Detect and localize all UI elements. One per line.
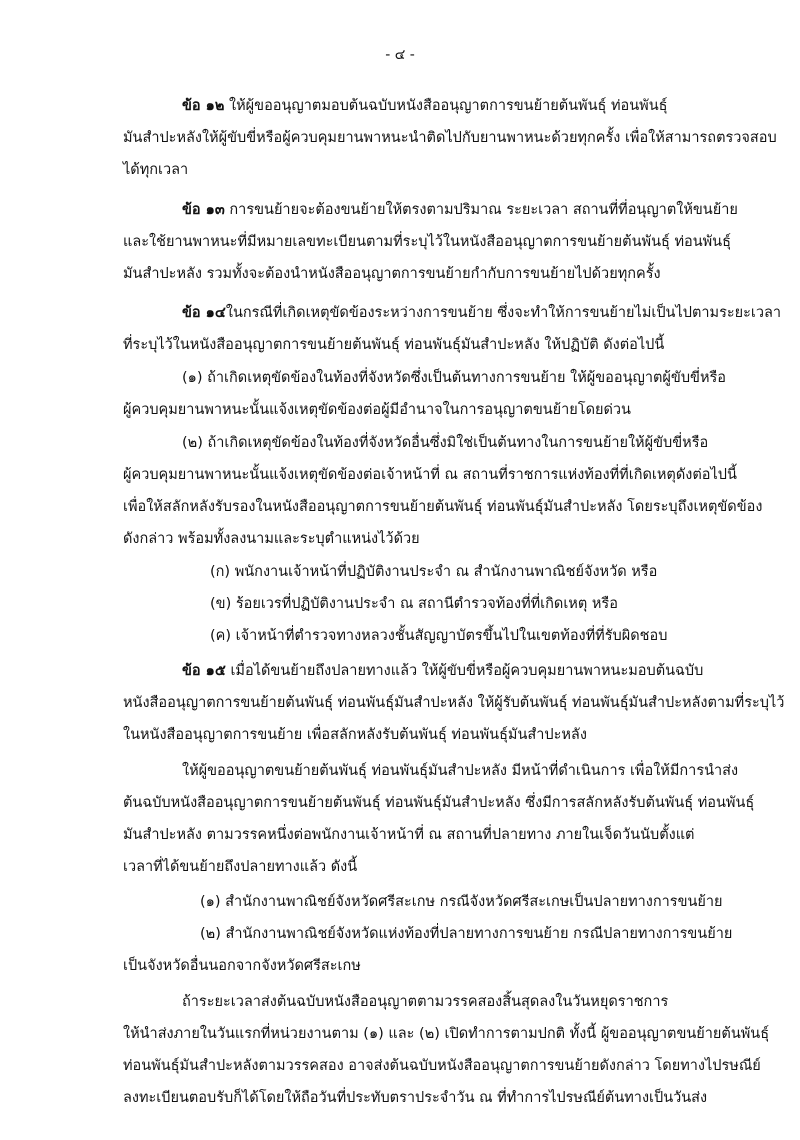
page-number: - ๔ - — [385, 47, 415, 63]
clause-13-line-1: ข้อ ๑๓ การขนย้ายจะต้องขนย้ายให้ตรงตามปริมาณ ระยะเวลา สถานที่ที่อนุญาตให้ขนย้าย — [182, 202, 738, 218]
clause-14-item-2-cont-1: ผู้ควบคุมยานพาหนะนั้นแจ้งเหตุขัดข้องต่อเจ้าหน้าที่ ณ สถานที่ราชการแห่งท้องที่ที่เกิดเหตุดังต่อไปนี้ — [123, 467, 737, 483]
clause-14-line-1: ข้อ ๑๔ในกรณีที่เกิดเหตุขัดข้องระหว่างการขนย้าย ซึ่งจะทำให้การขนย้ายไม่เป็นไปตามระยะเวลา — [182, 305, 782, 321]
clause-14-sub-b: (ข) ร้อยเวรที่ปฏิบัติงานประจำ ณ สถานีตำรวจท้องที่ที่เกิดเหตุ หรือ — [210, 596, 618, 612]
clause-15-item-2: (๒) สำนักงานพาณิชย์จังหวัดแห่งท้องที่ปลายทางการขนย้าย กรณีปลายทางการขนย้าย — [200, 926, 733, 942]
clause-15-label: ข้อ ๑๕ — [182, 663, 226, 679]
clause-15-para-2-line-2: ต้นฉบับหนังสืออนุญาตการขนย้ายต้นพันธุ์ ท่อนพันธุ์มันสำปะหลัง ซึ่งมีการสลักหลังรับต้นพันธุ์ ท่อนพันธุ์ — [123, 795, 755, 811]
clause-15-para-2-line-4: เวลาที่ได้ขนย้ายถึงปลายทางแล้ว ดังนี้ — [123, 859, 358, 875]
clause-14-item-2-cont-3: ดังกล่าว พร้อมทั้งลงนามและระบุตำแหน่งไว้ด้วย — [123, 531, 420, 547]
clause-12-line-3: ได้ทุกเวลา — [123, 162, 189, 178]
clause-12-line-2: มันสำปะหลังให้ผู้ขับขี่หรือผู้ควบคุมยานพาหนะนำติดไปกับยานพาหนะด้วยทุกครั้ง เพื่อให้สามารถตรวจสอบ — [123, 130, 777, 146]
clause-12-label: ข้อ ๑๒ — [182, 98, 225, 114]
clause-15-para-3-line-4: ลงทะเบียนตอบรับก็ได้โดยให้ถือวันที่ประทับตราประจำวัน ณ ที่ทำการไปรษณีย์ต้นทางเป็นวันส่ง — [123, 1090, 708, 1106]
clause-15-item-1: (๑) สำนักงานพาณิชย์จังหวัดศรีสะเกษ กรณีจังหวัดศรีสะเกษเป็นปลายทางการขนย้าย — [200, 894, 723, 910]
clause-14-label: ข้อ ๑๔ — [182, 305, 226, 321]
clause-14-sub-c: (ค) เจ้าหน้าที่ตำรวจทางหลวงชั้นสัญญาบัตรขึ้นไปในเขตท้องที่ที่รับผิดชอบ — [210, 628, 668, 644]
clause-13-line-3: มันสำปะหลัง รวมทั้งจะต้องนำหนังสืออนุญาตการขนย้ายกำกับการขนย้ายไปด้วยทุกครั้ง — [123, 266, 661, 282]
clause-12-line-1: ข้อ ๑๒ ให้ผู้ขออนุญาตมอบต้นฉบับหนังสืออนุญาตการขนย้ายต้นพันธุ์ ท่อนพันธุ์ — [182, 98, 668, 114]
clause-14-sub-a: (ก) พนักงานเจ้าหน้าที่ปฏิบัติงานประจำ ณ สำนักงานพาณิชย์จังหวัด หรือ — [210, 564, 658, 580]
clause-14-item-2: (๒) ถ้าเกิดเหตุขัดข้องในท้องที่จังหวัดอื่นซึ่งมิใช่เป็นต้นทางในการขนย้ายให้ผู้ขับขี่หรือ — [182, 435, 709, 451]
clause-13-line-2: และใช้ยานพาหนะที่มีหมายเลขทะเบียนตามที่ระบุไว้ในหนังสืออนุญาตการขนย้ายต้นพันธุ์ ท่อนพันธุ์ — [123, 234, 731, 250]
clause-15-line-2: หนังสืออนุญาตการขนย้ายต้นพันธุ์ ท่อนพันธุ์มันสำปะหลัง ให้ผู้รับต้นพันธุ์ ท่อนพันธุ์มันสำปะหลังตามที่ระบุไว้ — [123, 695, 785, 711]
clause-15-para-3-line-1: ถ้าระยะเวลาส่งต้นฉบับหนังสืออนุญาตตามวรรคสองสิ้นสุดลงในวันหยุดราชการ — [182, 994, 669, 1010]
clause-14-item-2-cont-2: เพื่อให้สลักหลังรับรองในหนังสืออนุญาตการขนย้ายต้นพันธุ์ ท่อนพันธุ์มันสำปะหลัง โดยระบุถึงเหตุขัดข้อง — [123, 499, 763, 515]
clause-15-para-2-line-1: ให้ผู้ขออนุญาตขนย้ายต้นพันธุ์ ท่อนพันธุ์มันสำปะหลัง มีหน้าที่ดำเนินการ เพื่อให้มีการนำส่ง — [182, 763, 739, 779]
clause-14-item-1: (๑) ถ้าเกิดเหตุขัดข้องในท้องที่จังหวัดซึ่งเป็นต้นทางการขนย้าย ให้ผู้ขออนุญาตผู้ขับขี่หรือ — [182, 370, 726, 386]
clause-15-para-3-line-3: ท่อนพันธุ์มันสำปะหลังตามวรรคสอง อาจส่งต้นฉบับหนังสืออนุญาตการขนย้ายดังกล่าว โดยทางไปรษณีย์ — [123, 1058, 761, 1074]
clause-14-line-2: ที่ระบุไว้ในหนังสืออนุญาตการขนย้ายต้นพันธุ์ ท่อนพันธุ์มันสำปะหลัง ให้ปฏิบัติ ดังต่อไปนี้ — [123, 337, 665, 353]
clause-15-item-2-cont: เป็นจังหวัดอื่นนอกจากจังหวัดศรีสะเกษ — [123, 958, 361, 974]
clause-15-line-1: ข้อ ๑๕ เมื่อได้ขนย้ายถึงปลายทางแล้ว ให้ผู้ขับขี่หรือผู้ควบคุมยานพาหนะมอบต้นฉบับ — [182, 663, 704, 679]
clause-13-label: ข้อ ๑๓ — [182, 202, 225, 218]
clause-15-para-3-line-2: ให้นำส่งภายในวันแรกที่หน่วยงานตาม (๑) และ (๒) เปิดทำการตามปกติ ทั้งนี้ ผู้ขออนุญาตขนย้ายต้นพันธุ์ — [123, 1026, 770, 1042]
clause-14-item-1-cont: ผู้ควบคุมยานพาหนะนั้นแจ้งเหตุขัดข้องต่อผู้มีอำนาจในการอนุญาตขนย้ายโดยด่วน — [123, 402, 631, 418]
clause-15-line-3: ในหนังสืออนุญาตการขนย้าย เพื่อสลักหลังรับต้นพันธุ์ ท่อนพันธุ์มันสำปะหลัง — [123, 727, 587, 743]
clause-15-para-2-line-3: มันสำปะหลัง ตามวรรคหนึ่งต่อพนักงานเจ้าหน้าที่ ณ สถานที่ปลายทาง ภายในเจ็ดวันนับตั้งแต่ — [123, 827, 695, 843]
